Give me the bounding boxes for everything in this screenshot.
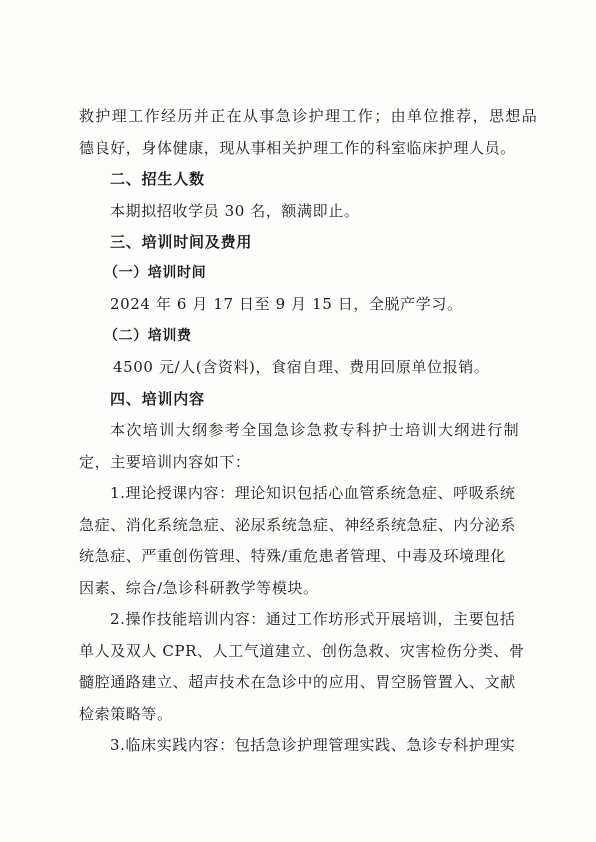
paragraph-line: 本期拟招收学员 30 名，额满即止。: [110, 202, 360, 220]
section-heading-enrollment: 二、招生人数: [110, 170, 205, 188]
section-heading-time-fee: 三、培训时间及费用: [110, 233, 253, 251]
paragraph-line: 单人及双人 CPR、人工气道建立、创伤急救、灾害检伤分类、骨: [79, 642, 525, 660]
paragraph-line: 检索策略等。: [79, 705, 173, 723]
subheading-training-time: （一）培训时间: [104, 265, 207, 281]
paragraph-line: 因素、综合/急诊科研教学等模块。: [79, 579, 319, 597]
paragraph-line: 德良好，身体健康，现从事相关护理工作的科室临床护理人员。: [79, 139, 516, 157]
paragraph-line: 本次培训大纲参考全国急诊急救专科护士培训大纲进行制: [110, 421, 521, 439]
paragraph-line: 统急症、严重创伤管理、特殊/重危患者管理、中毒及环境理化: [79, 547, 506, 565]
paragraph-line: 髓腔通路建立、超声技术在急诊中的应用、胃空肠管置入、文献: [79, 673, 516, 691]
paragraph-line: 4500 元/人(含资料)，食宿自理、费用回原单位报销。: [113, 358, 490, 376]
paragraph-line: 2.操作技能培训内容：通过工作坊形式开展培训，主要包括: [110, 610, 516, 628]
subheading-training-fee: （二）培训费: [104, 328, 192, 344]
paragraph-line: 救护理工作经历并正在从事急诊护理工作；由单位推荐，思想品: [79, 107, 539, 125]
paragraph-line: 1.理论授课内容：理论知识包括心血管系统急症、呼吸系统: [110, 484, 516, 502]
paragraph-line: 3.临床实践内容：包括急诊护理管理实践、急诊专科护理实: [110, 736, 516, 754]
paragraph-line: 2024 年 6 月 17 日至 9 月 15 日，全脱产学习。: [110, 295, 463, 313]
section-heading-content: 四、培训内容: [110, 390, 205, 408]
paragraph-line: 急症、消化系统急症、泌尿系统急症、神经系统急症、内分泌系: [79, 516, 516, 534]
paragraph-line: 定，主要培训内容如下：: [79, 453, 251, 471]
